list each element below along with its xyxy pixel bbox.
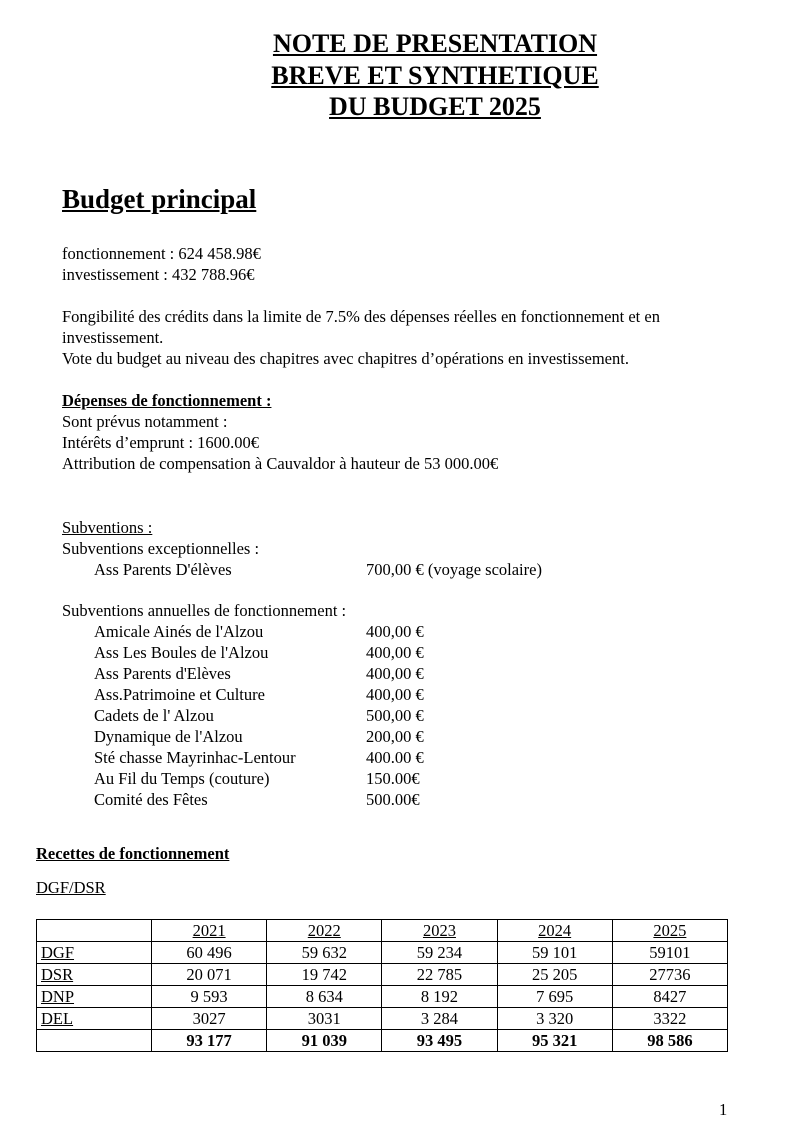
subvention-row [62, 789, 662, 807]
year-header: 2023 [382, 920, 497, 942]
fongibilite-paragraph [62, 306, 660, 369]
depenses-heading: Dépenses de fonctionnement : [62, 391, 272, 410]
table-row [37, 986, 728, 1008]
table-row [37, 1008, 728, 1030]
table-cell: 3 320 [497, 1008, 612, 1030]
recettes-subheading: DGF/DSR [36, 878, 106, 897]
budget-totals [62, 243, 261, 285]
table-cell: 20 071 [152, 964, 267, 986]
subvention-name: Sté chasse Mayrinhac-Lentour [94, 748, 296, 767]
subvention-amount: 700,00 € (voyage scolaire) [366, 560, 542, 579]
subvention-row [62, 559, 662, 580]
section-title: Budget principal [62, 184, 257, 214]
paragraph-line: investissement. [62, 328, 164, 347]
subvention-row [62, 747, 662, 768]
table-cell: 22 785 [382, 964, 497, 986]
subventions-annuelles [62, 600, 662, 807]
table-cell: 8 634 [267, 986, 382, 1008]
page-number: 1 [719, 1100, 728, 1119]
subvention-name: Ass Parents D'élèves [94, 560, 232, 579]
table-total-row [37, 1030, 728, 1052]
table-cell: 7 695 [497, 986, 612, 1008]
subvention-name: Cadets de l' Alzou [94, 706, 214, 725]
subvention-name: Ass Les Boules de l'Alzou [94, 643, 269, 662]
subvention-name: Dynamique de l'Alzou [94, 727, 243, 746]
paragraph-line: Fongibilité des crédits dans la limite de 7.5% des dépenses réelles en fonctionnement et en [62, 307, 660, 326]
subvention-amount: 400,00 € [366, 622, 424, 641]
table-cell: 9 593 [152, 986, 267, 1008]
subvention-amount: 400.00 € [366, 748, 424, 767]
year-header: 2021 [152, 920, 267, 942]
table-cell: 27736 [612, 964, 727, 986]
depenses-line: Sont prévus notamment : [62, 412, 228, 431]
total-investissement: investissement : 432 788.96€ [62, 265, 255, 284]
table-cell: 3 284 [382, 1008, 497, 1030]
subvention-name: Ass.Patrimoine et Culture [94, 685, 265, 704]
subvention-amount: 200,00 € [366, 727, 424, 746]
table-cell: 8427 [612, 986, 727, 1008]
subventions-section [62, 517, 662, 580]
depenses-line: Intérêts d’emprunt : 1600.00€ [62, 433, 260, 452]
table-row [37, 942, 728, 964]
total-cell: 91 039 [267, 1030, 382, 1052]
total-cell: 95 321 [497, 1030, 612, 1052]
total-fonctionnement: fonctionnement : 624 458.98€ [62, 244, 261, 263]
subvention-row [62, 726, 662, 747]
table-cell: 3322 [612, 1008, 727, 1030]
row-label: DGF [37, 942, 152, 964]
title-line: BREVE ET SYNTHETIQUE [271, 60, 599, 90]
table-cell: 59101 [612, 942, 727, 964]
subvention-name: Au Fil du Temps (couture) [94, 769, 270, 788]
depenses-section [62, 390, 498, 474]
table-cell: 8 192 [382, 986, 497, 1008]
subvention-amount: 150.00€ [366, 769, 420, 788]
subvention-row [62, 621, 662, 642]
title-line: NOTE DE PRESENTATION [272, 29, 598, 58]
table-cell: 19 742 [267, 964, 382, 986]
table-cell: 59 101 [497, 942, 612, 964]
total-cell: 93 177 [152, 1030, 267, 1052]
annuelles-label: Subventions annuelles de fonctionnement : [62, 601, 347, 620]
year-header: 2024 [497, 920, 612, 942]
subventions-heading: Subventions : [62, 518, 153, 537]
subvention-row [62, 642, 662, 663]
table-cell: 59 234 [382, 942, 497, 964]
subvention-row [62, 705, 662, 726]
table-cell: 3031 [267, 1008, 382, 1030]
total-cell: 93 495 [382, 1030, 497, 1052]
total-label-cell [37, 1030, 152, 1052]
row-label: DEL [37, 1008, 152, 1030]
table-cell: 60 496 [152, 942, 267, 964]
subvention-amount: 400,00 € [366, 685, 424, 704]
subvention-name: Comité des Fêtes [94, 790, 208, 807]
table-header-row [37, 920, 728, 942]
table-cell: 25 205 [497, 964, 612, 986]
subvention-amount: 500.00€ [366, 790, 420, 807]
subvention-amount: 400,00 € [366, 643, 424, 662]
table-corner [37, 920, 152, 942]
subvention-amount: 500,00 € [366, 706, 424, 725]
subvention-row [62, 663, 662, 684]
subvention-name: Amicale Ainés de l'Alzou [94, 622, 264, 641]
year-header: 2025 [612, 920, 727, 942]
total-cell: 98 586 [612, 1030, 727, 1052]
subvention-amount: 400,00 € [366, 664, 424, 683]
document-title [0, 28, 794, 123]
dotations-table [36, 919, 728, 1052]
row-label: DSR [37, 964, 152, 986]
table-cell: 3027 [152, 1008, 267, 1030]
year-header: 2022 [267, 920, 382, 942]
paragraph-line: Vote du budget au niveau des chapitres avec chapitres d’opérations en investissement. [62, 349, 629, 368]
recettes-heading: Recettes de fonctionnement [36, 844, 230, 863]
row-label: DNP [37, 986, 152, 1008]
exceptionnelles-label: Subventions exceptionnelles : [62, 539, 260, 558]
table-row [37, 964, 728, 986]
depenses-line: Attribution de compensation à Cauvaldor à hauteur de 53 000.00€ [62, 454, 499, 473]
subvention-row [62, 684, 662, 705]
subvention-name: Ass Parents d'Elèves [94, 664, 231, 683]
table-cell: 59 632 [267, 942, 382, 964]
title-line: DU BUDGET 2025 [329, 92, 541, 121]
subvention-row [62, 768, 662, 789]
